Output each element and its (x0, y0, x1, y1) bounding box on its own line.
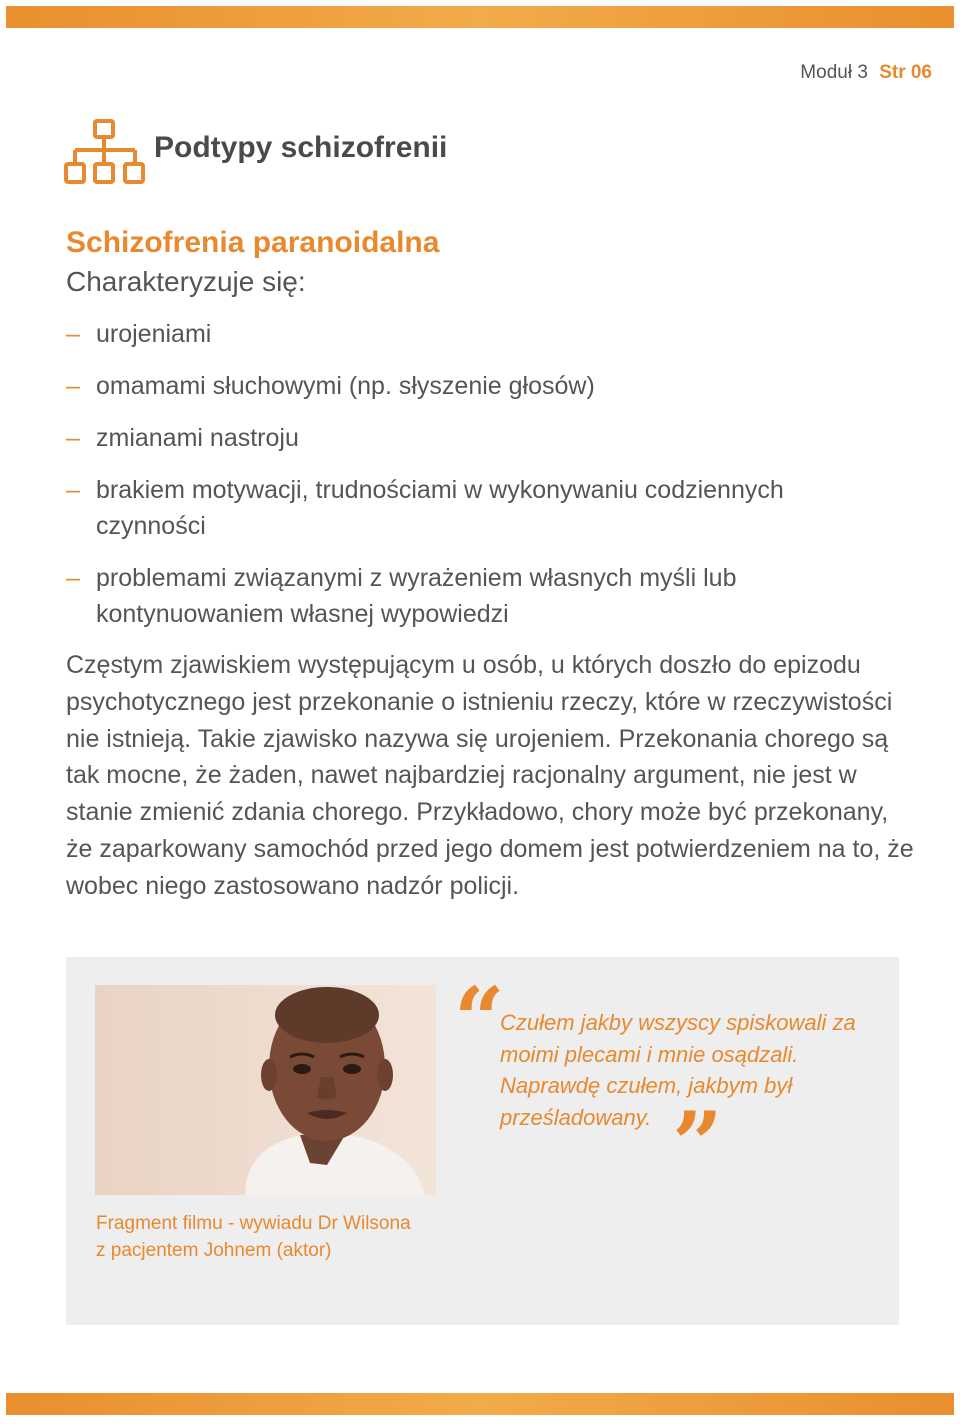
symptom-text: zmianami nastroju (96, 424, 299, 452)
dash-bullet: – (66, 424, 80, 452)
symptom-text: urojeniami (96, 320, 212, 348)
delusion-paragraph: Częstym zjawiskiem występującym u osób, u których doszło do epizodu psychotycznego jest przekonanie o istnieniu rzeczy, które w rzeczywistości nie istnieją. Takie zjawisko nazywa się urojeniem. Przekonania chorego są tak mocne, że żaden, nawet najbardziej racjonalny argument, nie jest w stanie zmienić zdania chorego. Przykładowo, chory może być przekonany, że zaparkowany samochód przed jego domem jest potwierdzeniem na to, że wobec niego zastosowano nadzór policji. (66, 651, 914, 900)
top-orange-band (6, 6, 954, 28)
bottom-orange-band (6, 1393, 954, 1415)
dash-bullet: – (66, 372, 80, 400)
list-item (66, 472, 886, 544)
module-page-indicator (800, 62, 932, 84)
photo-caption (96, 1210, 456, 1264)
caption-line: z pacjentem Johnem (aktor) (96, 1240, 332, 1261)
list-item (66, 420, 886, 456)
open-quote-mark: “ (454, 967, 505, 1071)
list-item (66, 368, 886, 404)
dash-bullet: – (66, 320, 80, 348)
subtype-title: Schizofrenia paranoidalna (66, 226, 440, 259)
symptom-text: brakiem motywacji, trudnościami w wykonywaniu codziennych czynności (96, 476, 784, 540)
caption-line: Fragment filmu - wywiadu Dr Wilsona (96, 1213, 411, 1234)
patient-quote: Czułem jakby wszyscy spiskowali za moimi plecami i mnie osądzali. Naprawdę czułem, jakbym był prześladowany. (500, 1010, 856, 1130)
dash-bullet: – (66, 564, 80, 592)
list-item (66, 560, 886, 632)
close-quote-mark: ” (672, 1092, 723, 1196)
symptom-list (66, 316, 886, 648)
module-label: Moduł 3 (800, 62, 868, 83)
symptom-text: omamami słuchowymi (np. słyszenie głosów) (96, 372, 595, 400)
dash-bullet: – (66, 476, 80, 504)
subtype-intro: Charakteryzuje się: (66, 266, 306, 297)
symptom-text: problemami związanymi z wyrażeniem własnych myśli lub kontynuowaniem własnej wypowiedzi (96, 564, 737, 628)
section-title: Podtypy schizofrenii (154, 131, 448, 164)
page-number: Str 06 (879, 62, 932, 83)
patient-photo (95, 985, 436, 1195)
hierarchy-icon (64, 118, 146, 186)
list-item (66, 316, 886, 352)
